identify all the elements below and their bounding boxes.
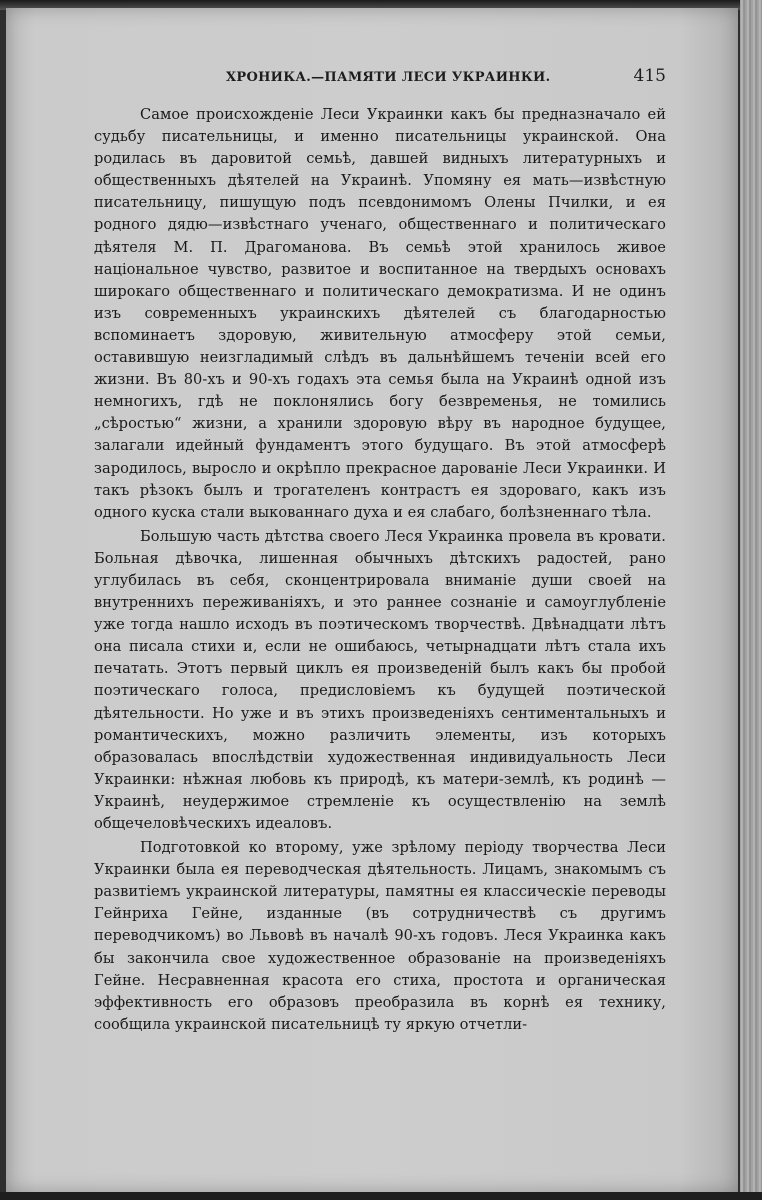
scan-bottom-edge <box>0 1192 762 1200</box>
paragraph: Большую часть дѣтства своего Леся Украинка провела въ кровати. Больная дѣвочка, лишенная обычныхъ дѣтскихъ радостей, рано углубилась въ себя, сконцентрировала вниманіе души своей на внутреннихъ переживаніяхъ, и это раннее сознаніе и самоуглубленіе уже тогда нашло исходъ въ поэтическомъ творчествѣ. Двѣнадцати лѣтъ она писала стихи и, если не ошибаюсь, четырнадцати лѣтъ стала ихъ печатать. Этотъ первый циклъ ея произведеній былъ какъ бы пробой поэтическаго голоса, предисловіемъ къ будущей поэтической дѣятельности. Но уже и въ этихъ произведеніяхъ сентиментальныхъ и романтическихъ, можно различить элементы, изъ которыхъ образовалась впослѣдствіи художественная индивидуальность Леси Украинки: нѣжная любовь къ природѣ, къ матери-землѣ, къ родинѣ — Украинѣ, неудержимое стремленіе къ осуществленію на землѣ общечеловѣческихъ идеаловъ. <box>94 527 666 832</box>
page-number: 415 <box>633 66 666 86</box>
article-body <box>94 104 666 1036</box>
running-title: ХРОНИКА.—ПАМЯТИ ЛЕСИ УКРАИНКИ. <box>226 70 551 85</box>
paragraph: Самое происхожденіе Леси Украинки какъ бы предназначало ей судьбу писательницы, и именно писательницы украинской. Она родилась въ даровитой семьѣ, давшей видныхъ литературныхъ и общественныхъ дѣятелей на Украинѣ. Упомяну ея мать—извѣстную писательницу, пишущую подъ псевдонимомъ Олены Пчилки, и ея родного дядю—извѣстнаго ученаго, общественнаго и политическаго дѣятеля М. П. Драгоманова. Въ семьѣ этой хранилось живое національное чувство, развитое и воспитанное на твердыхъ основахъ широкаго общественнаго и политическаго демократизма. И не одинъ изъ современныхъ украинскихъ дѣятелей съ благодарностью вспоминаетъ здоровую, живительную атмосферу этой семьи, оставившую неизгладимый слѣдъ въ дальнѣйшемъ теченіи всей его жизни. Въ 80-хъ и 90-хъ годахъ эта семья была на Украинѣ одной изъ немногихъ, гдѣ не поклонялись богу безвременья, не томились „сѣростью“ жизни, а хранили здоровую вѣру въ народное будущее, залагали идейный фундаментъ этого будущаго. Въ этой атмосферѣ зародилось, выросло и окрѣпло прекрасное дарованіе Леси Украинки. И такъ рѣзокъ былъ и трогателенъ контрастъ ея здороваго, какъ изъ одного куска стали выкованнаго духа и ея слабаго, болѣзненнаго тѣла. <box>94 106 666 521</box>
page-stack-edge <box>740 0 762 1200</box>
paragraph: Подготовкой ко второму, уже зрѣлому періоду творчества Леси Украинки была ея переводческая дѣятельность. Лицамъ, знакомымъ съ развитіемъ украинской литературы, памятны ея классическіе переводы Гейнриха Гейне, изданные (въ сотрудничествѣ съ другимъ переводчикомъ) во Львовѣ въ началѣ 90-хъ годовъ. Леся Украинка какъ бы закончила свое художественное образованіе на произведеніяхъ Гейне. Несравненная красота его стиха, простота и органическая эффективность его образовъ преобразила въ корнѣ ея технику, сообщила украинской писательницѣ ту яркую отчетли- <box>94 839 666 1033</box>
page-header <box>96 64 668 94</box>
